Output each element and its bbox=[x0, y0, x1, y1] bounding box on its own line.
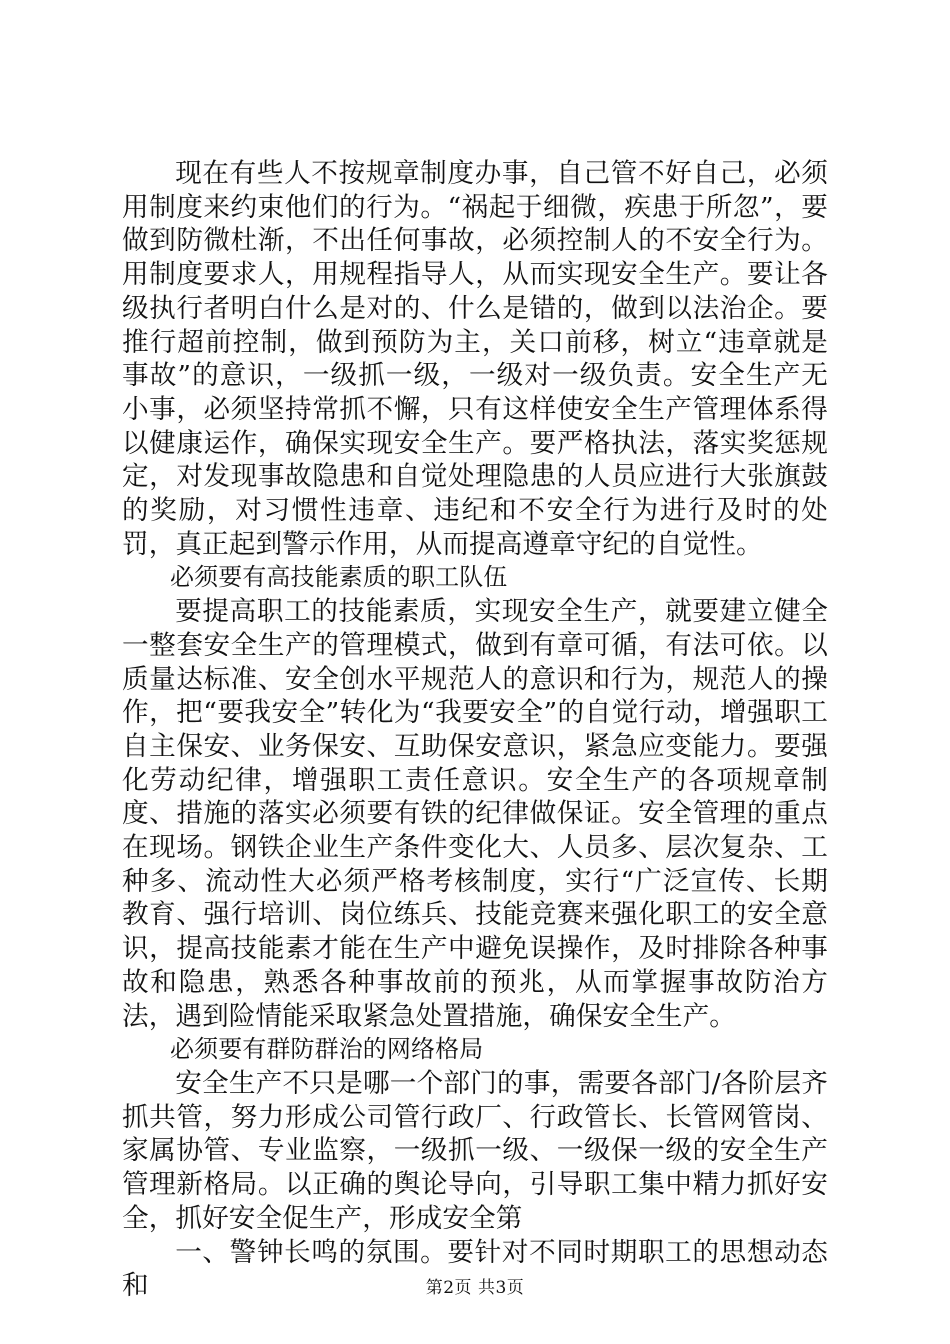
paragraph-joint-management: 安全生产不只是哪一个部门的事，需要各部门/各阶层齐抓共管，努力形成公司管行政厂、行政管长、长管网管岗、家属协管、专业监察，一级抓一级、一级保一级的安全生产管理新格局。以正确的舆论导向，引导职工集中精力抓好安全，抓好安全促生产，形成安全第 bbox=[122, 1067, 828, 1234]
document-body bbox=[122, 157, 828, 1303]
page-number-footer: 第2页 共3页 bbox=[425, 1278, 525, 1298]
paragraph-alarm-atmosphere: 一、警钟长鸣的氛围。要针对不同时期职工的思想动态和 bbox=[122, 1236, 828, 1302]
paragraph-skill-quality: 要提高职工的技能素质，实现安全生产，就要建立健全一整套安全生产的管理模式，做到有章可循，有法可依。以质量达标准、安全创水平规范人的意识和行为，规范人的操作，把“要我安全”转化为“我要安全”的自觉行动，增强职工自主保安、业务保安、互助保安意识，紧急应变能力。要强化劳动纪律，增强职工责任意识。安全生产的各项规章制度、措施的落实必须要有铁的纪律做保证。安全管理的重点在现场。钢铁企业生产条件变化大、人员多、层次复杂、工种多、流动性大必须严格考核制度，实行“广泛宣传、长期教育、强行培训、岗位练兵、技能竞赛来强化职工的安全意识，提高技能素才能在生产中避免误操作，及时排除各种事故和隐患，熟悉各种事故前的预兆，从而掌握事故防治方法，遇到险情能采取紧急处置措施，确保安全生产。 bbox=[122, 596, 828, 1032]
paragraph-rules-enforcement: 现在有些人不按规章制度办事，自己管不好自己，必须用制度来约束他们的行为。“祸起于细微，疾患于所忽”，要做到防微杜渐，不出任何事故，必须控制人的不安全行为。用制度要求人，用规程指导人，从而实现安全生产。要让各级执行者明白什么是对的、什么是错的，做到以法治企。要推行超前控制，做到预防为主，关口前移，树立“违章就是事故”的意识，一级抓一级，一级对一级负责。安全生产无小事，必须坚持常抓不懈，只有这样使安全生产管理体系得以健康运作，确保实现安全生产。要严格执法，落实奖惩规定，对发现事故隐患和自觉处理隐患的人员应进行大张旗鼓的奖励，对习惯性违章、违纪和不安全行为进行及时的处罚，真正起到警示作用，从而提高遵章守纪的自觉性。 bbox=[122, 158, 828, 560]
section-heading-skilled-workforce: 必须要有高技能素质的职工队伍 bbox=[170, 563, 508, 592]
section-heading-joint-prevention: 必须要有群防群治的网络格局 bbox=[170, 1035, 484, 1064]
